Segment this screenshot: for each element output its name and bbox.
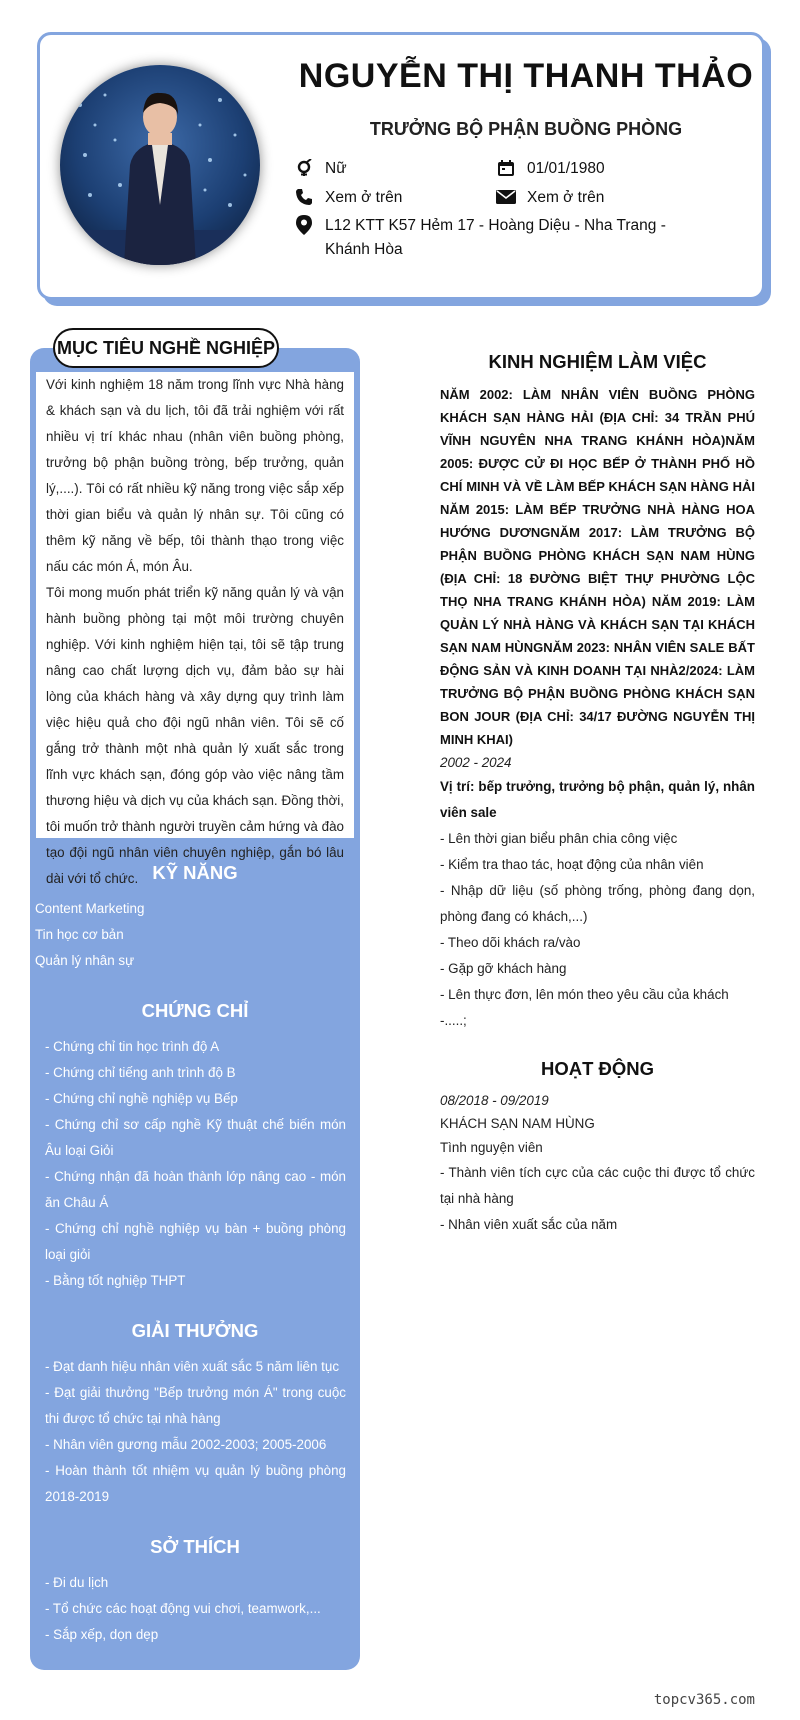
hobby-item: - Đi du lịch (45, 1575, 109, 1590)
duty-item: -.....; (440, 1013, 467, 1028)
certificate-item: - Bằng tốt nghiệp THPT (45, 1273, 186, 1288)
birthday-value: 01/01/1980 (527, 160, 605, 177)
watermark: topcv365.com (653, 1692, 755, 1708)
certificate-item: - Chứng nhận đã hoàn thành lớp nâng cao - món ăn Châu Á (45, 1169, 346, 1210)
calendar-icon (495, 157, 517, 179)
activity-item: - Thành viên tích cực của các cuộc thi được tổ chức tại nhà hàng (440, 1165, 755, 1206)
certificate-item: - Chứng chỉ nghề nghiệp vụ bàn + buồng phòng loại giỏi (45, 1221, 346, 1262)
activity-organization: KHÁCH SẠN NAM HÙNG (440, 1116, 595, 1131)
certificate-item: - Chứng chỉ tin học trình độ A (45, 1039, 220, 1054)
address-row (293, 214, 693, 262)
duty-item: - Lên thời gian biểu phân chia công việc (440, 831, 678, 846)
phone-icon (293, 186, 315, 208)
experience-role: Vị trí: bếp trưởng, trưởng bộ phận, quản lý, nhân viên sale (440, 779, 755, 820)
hobbies-title: SỞ THÍCH (150, 1536, 240, 1557)
certificates-list (45, 1034, 346, 1294)
duty-item: - Theo dõi khách ra/vào (440, 935, 581, 950)
email-icon (495, 186, 517, 208)
award-item: - Nhân viên gương mẫu 2002-2003; 2005-2006 (45, 1437, 327, 1452)
email-value: Xem ở trên (527, 189, 605, 206)
right-column (440, 348, 755, 1238)
certificate-item: - Chứng chỉ sơ cấp nghề Kỹ thuật chế biến món Âu loại Giỏi (45, 1117, 346, 1158)
activity-item: - Nhân viên xuất sắc của năm (440, 1217, 618, 1232)
duty-item: - Kiểm tra thao tác, hoạt động của nhân viên (440, 857, 704, 872)
certificate-item: - Chứng chỉ nghề nghiệp vụ Bếp (45, 1091, 238, 1106)
profile-photo (60, 65, 260, 265)
duty-item: - Lên thực đơn, lên món theo yêu cầu của khách (440, 987, 729, 1002)
duty-item: - Gặp gỡ khách hàng (440, 961, 567, 976)
hobby-item: - Tổ chức các hoạt động vui chơi, teamwork,... (45, 1601, 321, 1616)
gender-value: Nữ (325, 160, 347, 177)
address-value: L12 KTT K57 Hẻm 17 - Hoàng Diệu - Nha Trang - Khánh Hòa (325, 217, 666, 258)
skill-item: Tin học cơ bản (35, 927, 124, 942)
phone-value: Xem ở trên (325, 189, 403, 206)
experience-duties (440, 826, 755, 1034)
avatar (60, 65, 260, 265)
awards-title: GIẢI THƯỞNG (131, 1320, 259, 1341)
email-row (495, 186, 604, 210)
experience-heading: NĂM 2002: LÀM NHÂN VIÊN BUỒNG PHÒNG KHÁCH SẠN HÀNG HẢI (ĐỊA CHỈ: 34 TRẦN PHÚ VĨNH NGUYÊN NHA TRANG KHÁNH HÒA)NĂM 2005: ĐƯỢC CỬ ĐI HỌC BẾP Ở THÀNH PHỐ HỒ CHÍ MINH VÀ VỀ LÀM BẾP KHÁCH SẠN HÀNG HẢI NĂM 2015: LÀM BẾP TRƯỞNG NHÀ HÀNG HOA HƯỚNG DƯƠNGNĂM 2017: LÀM TRƯỞNG BỘ PHẬN BUỒNG PHÒNG KHÁCH SẠN NAM HÙNG (ĐỊA CHỈ: 18 ĐƯỜNG BIỆT THỰ PHƯỜNG LỘC THỌ NHA TRANG KHÁNH HÒA) NĂM 2019: LÀM QUẢN LÝ NHÀ HÀNG VÀ KHÁCH SẠN TẠI KHÁCH SẠN NAM HÙNGNĂM 2023: NHÂN VIÊN SALE BẤT ĐỘNG SẢN VÀ KINH DOANH TẠI NHÀ2/2024: LÀM TRƯỞNG BỘ PHẬN BUỒNG PHÒNG KHÁCH SẠN BON JOUR (ĐỊA CHỈ: 34/17 ĐƯỜNG NGUYỄN THỊ MINH KHAI) (440, 387, 755, 747)
experience-title: KINH NGHIỆM LÀM VIỆC (488, 351, 707, 372)
objective-paragraph: Tôi mong muốn phát triển kỹ năng quản lý và vận hành buồng phòng tại một môi trường chuyên nghiệp. Với kinh nghiệm hiện tại, tôi sẽ tập trung nâng cao chất lượng dịch vụ, đảm bảo sự hài lòng của khách hàng và xây dựng quy trình làm việc hiệu quả cho đội ngũ nhân viên. Tôi sẽ cố gắng trở thành một nhà quản lý xuất sắc trong lĩnh vực khách sạn, đóng góp vào việc nâng tầm thương hiệu và dịch vụ của khách sạn. Đồng thời, tôi muốn trở thành người truyền cảm hứng và đào tạo đội ngũ nhân viên chuyên nghiệp, gắn bó lâu dài với tổ chức. (46, 585, 344, 886)
phone-row (293, 186, 402, 210)
certificates-title: CHỨNG CHỈ (141, 1000, 249, 1021)
skills-title: KỸ NĂNG (152, 862, 238, 883)
award-item: - Hoàn thành tốt nhiệm vụ quản lý buồng phòng 2018-2019 (45, 1463, 346, 1504)
left-column (30, 348, 360, 1670)
activities-title: HOẠT ĐỘNG (540, 1058, 655, 1079)
hobbies-list (45, 1570, 346, 1648)
award-item: - Đạt danh hiệu nhân viên xuất sắc 5 năm liên tục (45, 1359, 340, 1374)
activity-role: Tình nguyện viên (440, 1140, 543, 1155)
candidate-name: NGUYỄN THỊ THANH THẢO (298, 57, 754, 95)
job-position: TRƯỞNG BỘ PHẬN BUỒNG PHÒNG (369, 119, 683, 139)
hobby-item: - Sắp xếp, dọn dẹp (45, 1627, 159, 1642)
skill-item: Content Marketing (35, 901, 145, 916)
location-icon (293, 214, 315, 236)
awards-list (45, 1354, 346, 1510)
gender-row (293, 157, 347, 181)
award-item: - Đạt giải thưởng "Bếp trưởng món Á" trong cuộc thi được tổ chức tại nhà hàng (45, 1385, 346, 1426)
objective-title: MỤC TIÊU NGHỀ NGHIỆP (53, 328, 279, 368)
objective-box (36, 372, 354, 886)
activity-period: 08/2018 - 09/2019 (440, 1093, 549, 1108)
gender-icon (293, 157, 315, 179)
skill-item: Quản lý nhân sự (35, 953, 135, 968)
objective-paragraph: Với kinh nghiệm 18 năm trong lĩnh vực Nhà hàng & khách sạn và du lịch, tôi đã trải nghiệm với rất nhiều vị trí khác nhau (nhân viên buồng phòng, trưởng bộ phận buồng tròng, bếp trưởng, quản lý,....). Tôi có rất nhiều kỹ năng trong việc sắp xếp thời gian biểu và quản lý nhân sự. Tôi cũng có thêm kỹ năng về bếp, tôi thành thạo trong việc nấu các món Á, món Âu. (46, 377, 344, 574)
skills-list (35, 896, 355, 974)
experience-period: 2002 - 2024 (440, 755, 512, 770)
certificate-item: - Chứng chỉ tiếng anh trình độ B (45, 1065, 236, 1080)
duty-item: - Nhập dữ liệu (số phòng trống, phòng đang dọn, phòng đang có khách,...) (440, 883, 755, 924)
header-card (37, 32, 765, 300)
birthday-row (495, 157, 605, 181)
